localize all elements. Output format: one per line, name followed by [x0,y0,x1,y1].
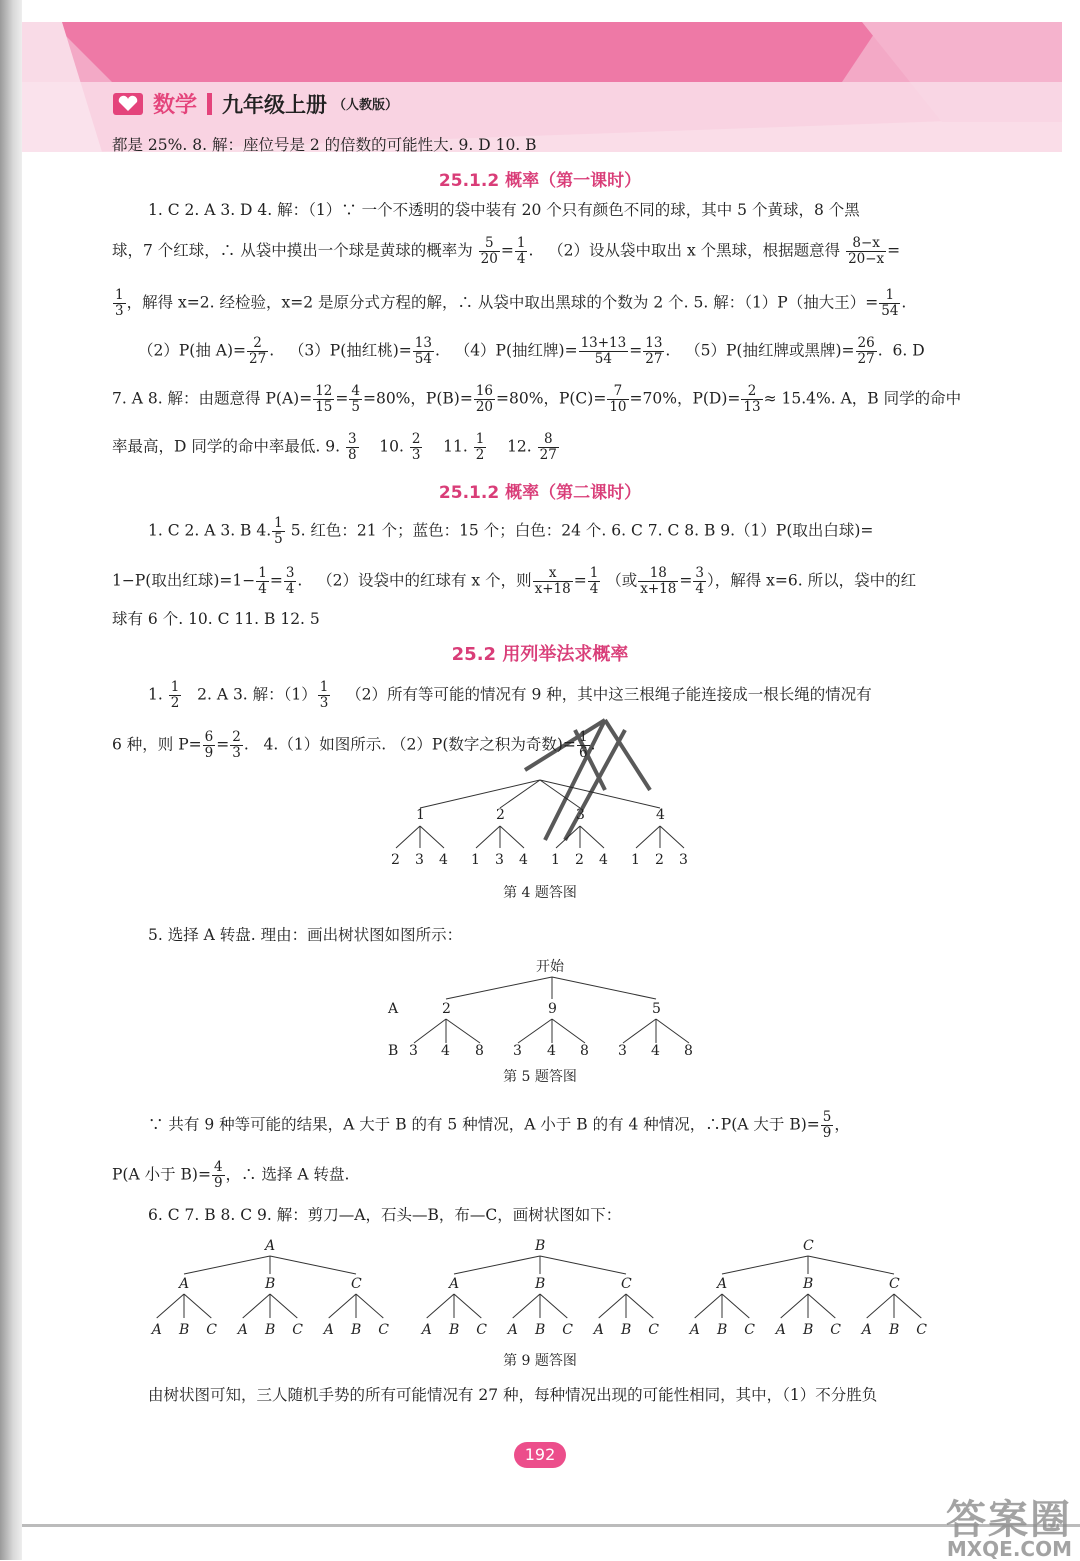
tree5-b-leaf: 4 [441,1043,450,1059]
tree9-mid-node: A [179,1276,190,1292]
tree5-b-leaf: 3 [513,1043,522,1059]
tree9-leaf-node: B [351,1322,362,1338]
tree9-branch [513,1294,540,1318]
tree4-leaf: 4 [439,852,448,868]
tree9-branch [270,1294,297,1318]
tree5-b-leaf: 8 [580,1043,589,1059]
book-spine [0,0,22,1560]
page-number: 192 [514,1442,566,1468]
tree9-top-node: A [265,1238,276,1254]
watermark-logo-text: 答案圈 [946,1497,1072,1543]
tree5-a-node: 5 [652,1001,661,1017]
tree5-b-leaf: 4 [651,1043,660,1059]
tree4-leaf: 3 [415,852,424,868]
tree9-branch [454,1256,540,1274]
tree9-top-node: C [803,1238,814,1254]
tree4-root-4: 4 [656,807,665,823]
title-separator [207,93,212,115]
edition-label: （人教版） [333,98,399,113]
tree9-branch [781,1294,808,1318]
answer-line: 1. C 2. A 3. B 4. $\frac{1}{5}$ 5. 红色：21 个；蓝色：15 个；白色：24 个. 6. C 7. C 8. B 9.（1）P(取出白球)= [148,515,874,547]
tree9-mid-node: A [717,1276,728,1292]
tree5-a-node: 2 [442,1001,451,1017]
tree9-branch [867,1294,894,1318]
answer-line: 由树状图可知，三人随机手势的所有可能情况有 27 种，每种情况出现的可能性相同，其中，（1）不分胜负 [148,1386,878,1404]
grade-title: 九年级上册 [222,92,328,117]
tree9-branch [329,1294,356,1318]
tree9-branch [427,1294,454,1318]
tree9-leaf-node: C [206,1322,218,1338]
tree5-b-leaf: 3 [409,1043,418,1059]
tree9-branch [540,1256,626,1274]
tree4-root-3: 3 [576,807,585,823]
answer-line: 球有 6 个. 10. C 11. B 12. 5 [112,610,320,628]
figure-caption: 第 4 题答图 [503,885,577,901]
tree9-leaf-node: A [861,1322,872,1338]
tree4-leaf: 2 [575,852,584,868]
watermark-site: MXQE.COM [946,1537,1072,1561]
tree9-leaf-node: A [689,1322,700,1338]
tree9-leaf-node: A [593,1322,604,1338]
tree9-branch [540,1294,567,1318]
tree9-branch [243,1294,270,1318]
tree9-leaf-node: A [237,1322,248,1338]
answer-line: $\frac{1}{3}$ ，解得 x=2. 经检验，x=2 是原分式方程的解，∴ 从袋中取出黑球的个数为 2 个. 5. 解：（1）P（抽大王）= $\frac{1}{54}$ . [115,287,907,319]
tree9-mid-node: A [449,1276,460,1292]
tree9-leaf-node: B [449,1322,460,1338]
tree9-leaf-node: C [378,1322,390,1338]
tree9-mid-node: B [265,1276,276,1292]
tree9-branch [722,1256,808,1274]
tree5-b-leaf: 8 [475,1043,484,1059]
figure-caption: 第 5 题答图 [503,1069,577,1085]
tree5-row-a-label: A [388,1001,399,1017]
tree9-leaf-node: A [507,1322,518,1338]
tree9-mid-node: B [535,1276,546,1292]
tree4-root-1: 1 [416,807,425,823]
answer-line: 6 种，则 P= $\frac{6}{9}$ = $\frac{2}{3}$ . 4.（1）如图所示. （2）P(数字之积为奇数)= $\frac{1}{6}$ . [112,729,596,761]
answer-line: 球，7 个红球，∴ 从袋中摸出一个球是黄球的概率为 $\frac{5}{20}$ = $\frac{1}{4}$ . （2）设从袋中取出 x 个黑球，根据题意得 $\frac{8-x}{20-x}$ = [112,235,901,267]
answer-line: 5. 选择 A 转盘. 理由：画出树状图如图所示： [148,926,463,944]
tree9-leaf-node: C [916,1322,928,1338]
answer-line: 7. A 8. 解：由题意得 P(A)= $\frac{12}{15}$ = $\frac{4}{5}$ =80%，P(B)= $\frac{16}{20}$ =80%，P(C)= $\frac{7}{10}$ =70%，P(D)= $\frac{2}{13}$ ≈ 15.4%. A，B 同学的命中 [112,383,962,415]
tree4-leaf: 4 [599,852,608,868]
tree9-leaf-node: A [421,1322,432,1338]
tree9-branch [599,1294,626,1318]
answer-line: 1−P(取出红球)=1− $\frac{1}{4}$ = $\frac{3}{4}$ . （2）设袋中的红球有 x 个，则 $\frac{x}{x+18}$ = $\frac{1}{4}$ （或 $\frac{18}{x+18}$ = $\frac{3}{4}$ ），解得 x=6. 所以，袋中的红 [112,565,917,597]
tree9-leaf-node: B [535,1322,546,1338]
tree4-root-2: 2 [496,807,505,823]
tree9-leaf-node: B [717,1322,728,1338]
tree9-leaf-node: C [648,1322,660,1338]
tree9-branch [184,1256,270,1274]
tree-diagram-9 [140,1234,940,1344]
tree9-leaf-node: B [179,1322,190,1338]
tree9-leaf-node: B [803,1322,814,1338]
answer-line: （2）P(抽 A)= $\frac{2}{27}$ . （3）P(抽红桃)= $\frac{13}{54}$ . （4）P(抽红牌)= $\frac{13+13}{54}$ = $\frac{13}{27}$ . （5）P(抽红牌或黑牌)= $\frac{26}{27}$ . 6. D [138,335,925,367]
tree5-b-leaf: 3 [618,1043,627,1059]
tree9-branch [722,1294,749,1318]
tree9-leaf-node: A [323,1322,334,1338]
tree9-branch [184,1294,211,1318]
section-title: 25.1.2 概率（第二课时） [438,483,642,503]
subject-title: 数学 [153,93,198,118]
tree5-start: 开始 [536,959,564,975]
tree9-mid-node: B [803,1276,814,1292]
tree9-mid-node: C [621,1276,632,1292]
tree9-leaf-node: B [621,1322,632,1338]
tree-diagram-5 [380,955,710,1065]
tree9-leaf-node: B [889,1322,900,1338]
tree4-leaf: 4 [519,852,528,868]
tree9-top-node: B [535,1238,546,1254]
figure-caption: 第 9 题答图 [503,1353,577,1369]
tree9-leaf-node: C [292,1322,304,1338]
tree9-leaf-node: B [265,1322,276,1338]
answer-line: ∵ 共有 9 种等可能的结果，A 大于 B 的有 5 种情况，A 小于 B 的有 4 种情况，∴P(A 大于 B)= $\frac{5}{9}$ ， [148,1109,850,1141]
site-watermark [946,1488,1072,1561]
tree9-mid-node: C [351,1276,362,1292]
tree9-leaf-node: C [744,1322,756,1338]
tree9-leaf-node: C [476,1322,488,1338]
answer-line: P(A 小于 B)= $\frac{4}{9}$ ，∴ 选择 A 转盘. [112,1159,350,1191]
section-title: 25.2 用列举法求概率 [451,644,629,665]
tree4-leaf: 2 [391,852,400,868]
answer-line: 都是 25%. 8. 解：座位号是 2 的倍数的可能性大. 9. D 10. B [112,136,537,154]
tree4-leaf: 2 [655,852,664,868]
tree5-b-leaf: 8 [684,1043,693,1059]
tree9-branch [695,1294,722,1318]
tree9-branch [894,1294,921,1318]
answer-line: 1. $\frac{1}{2}$ 2. A 3. 解：（1） $\frac{1}{3}$ （2）所有等可能的情况有 9 种，其中这三根绳子能连接成一根长绳的情况有 [148,679,872,711]
answer-line: 1. C 2. A 3. D 4. 解：（1）∵ 一个不透明的袋中装有 20 个只有颜色不同的球，其中 5 个黄球，8 个黑 [148,201,860,219]
tree4-leaf: 3 [495,852,504,868]
tree9-branch [454,1294,481,1318]
tree4-leaf: 1 [631,852,640,868]
tree9-branch [157,1294,184,1318]
watermark-stamp [455,690,665,850]
header-banner [22,22,1062,152]
section-title: 25.1.2 概率（第一课时） [438,171,642,191]
tree5-b-leaf: 4 [547,1043,556,1059]
tree9-branch [270,1256,356,1274]
book-heart-icon [113,93,143,115]
tree9-branch [356,1294,383,1318]
tree9-leaf-node: A [151,1322,162,1338]
tree5-row-b-label: B [388,1043,399,1059]
tree9-mid-node: C [889,1276,900,1292]
bottom-divider [22,1524,1080,1527]
tree9-branch [808,1256,894,1274]
answer-line: 6. C 7. B 8. C 9. 解：剪刀—A，石头—B，布—C，画树状图如下： [148,1206,622,1224]
tree9-leaf-node: C [562,1322,574,1338]
tree9-branch [626,1294,653,1318]
tree9-leaf-node: C [830,1322,842,1338]
tree4-leaf: 1 [551,852,560,868]
tree5-a-node: 9 [548,1001,557,1017]
header [113,88,398,119]
tree4-leaf: 1 [471,852,480,868]
answer-line: 率最高，D 同学的命中率最低. 9. $\frac{3}{8}$ 10. $\frac{2}{3}$ 11. $\frac{1}{2}$ 12. $\frac{8}{27}$ [112,431,557,463]
tree9-leaf-node: A [775,1322,786,1338]
tree4-leaf: 3 [679,852,688,868]
tree9-branch [808,1294,835,1318]
